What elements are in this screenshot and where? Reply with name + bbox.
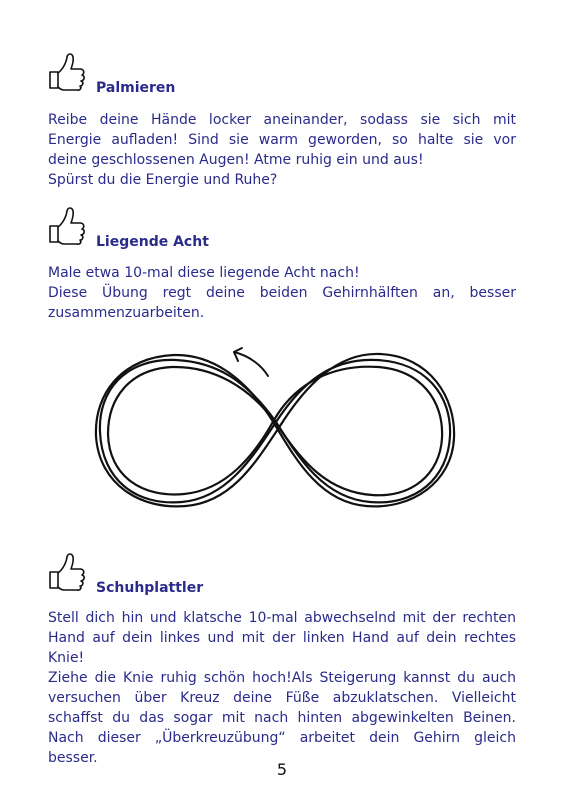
text-line: besser. <box>48 750 98 766</box>
text-line: Energie aufladen! Sind sie warm geworden, so halte sie vor <box>48 132 516 148</box>
text-line: Hand auf dein linkes und mit der linken Hand auf dein rechtes Knie! <box>48 630 516 666</box>
thumbs-up-icon <box>46 548 88 592</box>
text-line: Spürst du die Energie und Ruhe? <box>48 172 278 188</box>
text-line: schaffst du das sogar mit nach hinten abgewinkelten Beinen. <box>48 710 516 726</box>
infinity-eight-drawing <box>86 340 466 520</box>
section-title: Palmieren <box>96 80 176 96</box>
text-line: Male etwa 10-mal diese liegende Acht nach! <box>48 265 360 281</box>
section-text-liegende-acht <box>48 263 516 323</box>
text-line: Diese Übung regt deine beiden Gehirnhälften an, besser <box>48 285 516 301</box>
section-title: Schuhplattler <box>96 580 204 596</box>
text-line: versuchen über Kreuz deine Füße abzuklatschen. Vielleicht <box>48 690 516 706</box>
text-line: Stell dich hin und klatsche 10-mal abwechselnd mit der rechten <box>48 610 516 626</box>
section-text-palmieren <box>48 110 516 190</box>
section-title: Liegende Acht <box>96 234 209 250</box>
section-text-schuhplattler <box>48 608 516 768</box>
thumbs-up-icon <box>46 202 88 246</box>
section-header-liegende-acht <box>46 202 346 250</box>
text-line: Ziehe die Knie ruhig schön hoch!Als Steigerung kannst du auch <box>48 670 516 686</box>
thumbs-up-icon <box>46 48 88 92</box>
section-header-schuhplattler <box>46 548 346 596</box>
section-header-palmieren <box>46 48 346 96</box>
text-line: Nach dieser „Überkreuzübung“ arbeitet dein Gehirn gleich <box>48 730 516 746</box>
text-line: deine geschlossenen Augen! Atme ruhig ein und aus! <box>48 152 424 168</box>
page-number: 5 <box>276 760 288 779</box>
text-line: zusammenzuarbeiten. <box>48 305 205 321</box>
text-line: Reibe deine Hände locker aneinander, sodass sie sich mit <box>48 112 516 128</box>
